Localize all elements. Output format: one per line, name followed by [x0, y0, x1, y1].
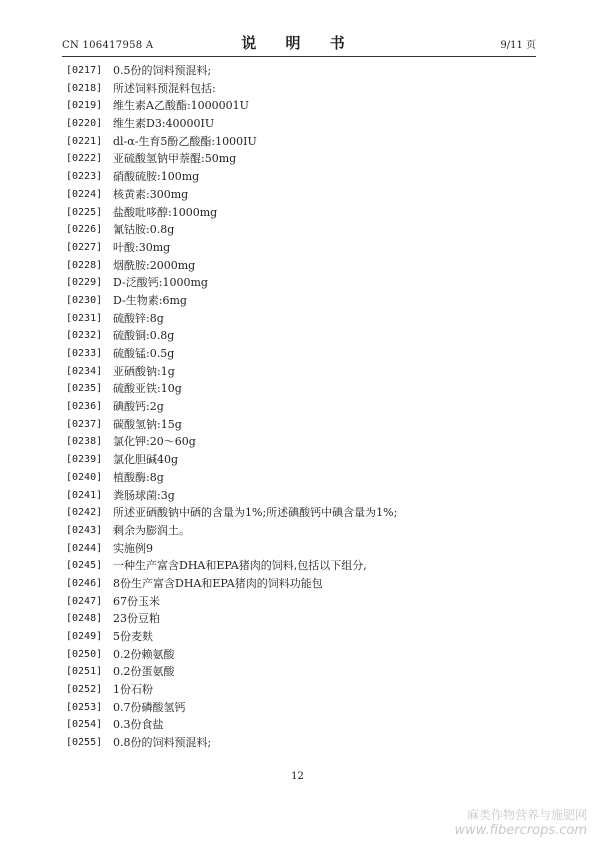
paragraph-number: [0219] — [66, 100, 103, 112]
paragraph-number: [0254] — [66, 719, 103, 731]
paragraph-text: 剩余为膨润土。 — [113, 523, 190, 537]
paragraph-list — [66, 62, 536, 752]
paragraph-number: [0234] — [66, 365, 103, 377]
paragraph-row — [66, 204, 536, 222]
paragraph-number: [0253] — [66, 701, 103, 713]
paragraph-text: 0.3份食盐 — [113, 718, 164, 732]
paragraph-number: [0246] — [66, 577, 103, 589]
paragraph-text: 硫酸锌:8g — [113, 311, 164, 325]
paragraph-row — [66, 133, 536, 151]
paragraph-row — [66, 239, 536, 257]
paragraph-row — [66, 699, 536, 717]
paragraph-row — [66, 168, 536, 186]
paragraph-number: [0250] — [66, 648, 103, 660]
paragraph-number: [0247] — [66, 595, 103, 607]
paragraph-number: [0245] — [66, 560, 103, 572]
paragraph-number: [0238] — [66, 436, 103, 448]
paragraph-text: 碳酸氢钠:15g — [113, 417, 182, 431]
paragraph-number: [0224] — [66, 188, 103, 200]
paragraph-row — [66, 504, 536, 522]
watermark-url: www.fibercrops.com — [454, 823, 587, 838]
paragraph-number: [0223] — [66, 171, 103, 183]
paragraph-number: [0235] — [66, 383, 103, 395]
paragraph-text: 0.2份赖氨酸 — [113, 647, 175, 661]
paragraph-row — [66, 292, 536, 310]
paragraph-row — [66, 469, 536, 487]
paragraph-text: 亚硫酸氢钠甲萘醌:50mg — [113, 152, 237, 166]
paragraph-row — [66, 327, 536, 345]
document-title: 说 明 书 — [241, 34, 357, 52]
paragraph-text: 5份麦麸 — [113, 630, 153, 643]
paragraph-number: [0241] — [66, 489, 103, 501]
paragraph-text: 0.5份的饲料预混料; — [113, 64, 212, 77]
paragraph-row — [66, 97, 536, 115]
paragraph-number: [0240] — [66, 471, 103, 483]
paragraph-number: [0228] — [66, 259, 103, 271]
paragraph-number: [0230] — [66, 294, 103, 306]
paragraph-row — [66, 522, 536, 540]
paragraph-text: 叶酸:30mg — [113, 240, 171, 254]
paragraph-row — [66, 257, 536, 275]
publication-number: CN 106417958 A — [62, 40, 154, 51]
watermark — [454, 808, 587, 839]
paragraph-row — [66, 310, 536, 328]
paragraph-row — [66, 416, 536, 434]
paragraph-number: [0222] — [66, 153, 103, 165]
header-divider — [62, 56, 536, 57]
paragraph-text: 一种生产富含DHA和EPA猪肉的饲料,包括以下组分, — [113, 559, 367, 573]
paragraph-row — [66, 575, 536, 593]
paragraph-text: 氯化胆碱40g — [113, 453, 179, 467]
paragraph-number: [0243] — [66, 524, 103, 536]
paragraph-row — [66, 380, 536, 398]
paragraph-text: 67份玉米 — [113, 594, 160, 608]
paragraph-number: [0232] — [66, 330, 103, 342]
paragraph-number: [0221] — [66, 135, 103, 147]
paragraph-text: D-生物素:6mg — [113, 293, 187, 307]
paragraph-row — [66, 557, 536, 575]
paragraph-number: [0242] — [66, 507, 103, 519]
paragraph-text: dl-α-生育5酚乙酸酯:1000IU — [113, 134, 257, 148]
paragraph-number: [0239] — [66, 454, 103, 466]
paragraph-number: [0244] — [66, 542, 103, 554]
paragraph-row — [66, 363, 536, 381]
paragraph-row — [66, 487, 536, 505]
paragraph-text: 硝酸硫胺:100mg — [113, 170, 200, 184]
paragraph-number: [0249] — [66, 631, 103, 642]
paragraph-number: [0231] — [66, 312, 103, 324]
paragraph-text: 8份生产富含DHA和EPA猪肉的饲料功能包 — [113, 576, 323, 590]
paragraph-row — [66, 80, 536, 98]
paragraph-number: [0252] — [66, 684, 103, 696]
paragraph-number: [0226] — [66, 224, 103, 236]
paragraph-row — [66, 610, 536, 628]
paragraph-text: 烟酰胺:2000mg — [113, 258, 196, 272]
watermark-text: 麻类作物营养与施肥网 — [466, 808, 587, 822]
paragraph-number: [0229] — [66, 277, 103, 289]
paragraph-text: 硫酸亚铁:10g — [113, 382, 182, 396]
paragraph-text: D-泛酸钙:1000mg — [113, 276, 208, 290]
paragraph-text: 23份豆粕 — [113, 612, 160, 626]
paragraph-text: 所述亚硒酸钠中硒的含量为1%;所述碘酸钙中碘含量为1%; — [113, 506, 398, 520]
paragraph-row — [66, 663, 536, 681]
paragraph-row — [66, 274, 536, 292]
paragraph-text: 维生素D3:40000IU — [113, 117, 215, 131]
paragraph-text: 粪肠球菌:3g — [113, 488, 175, 502]
paragraph-row — [66, 716, 536, 734]
page-number: 12 — [291, 771, 304, 782]
paragraph-number: [0237] — [66, 418, 103, 430]
paragraph-number: [0227] — [66, 241, 103, 253]
paragraph-row — [66, 221, 536, 239]
paragraph-text: 1份石粉 — [113, 683, 153, 697]
paragraph-row — [66, 150, 536, 168]
paragraph-text: 所述饲料预混料包括: — [113, 81, 216, 95]
paragraph-number: [0251] — [66, 666, 103, 678]
paragraph-text: 0.2份蛋氨酸 — [113, 665, 175, 679]
paragraph-row — [66, 734, 536, 752]
paragraph-text: 0.7份磷酸氢钙 — [113, 700, 186, 714]
paragraph-text: 硫酸铜:0.8g — [113, 329, 175, 343]
paragraph-row — [66, 115, 536, 133]
paragraph-number: [0233] — [66, 348, 103, 359]
paragraph-text: 氰钴胺:0.8g — [113, 223, 175, 237]
page-indicator: 9/11 页 — [500, 40, 536, 51]
paragraph-row — [66, 540, 536, 558]
page-header — [62, 33, 536, 55]
paragraph-text: 植酸酶:8g — [113, 470, 164, 484]
paragraph-text: 亚硒酸钠:1g — [113, 364, 175, 378]
paragraph-row — [66, 62, 536, 80]
paragraph-number: [0248] — [66, 613, 103, 625]
paragraph-number: [0225] — [66, 206, 103, 218]
paragraph-number: [0218] — [66, 82, 103, 94]
paragraph-text: 硫酸锰:0.5g — [113, 347, 175, 360]
paragraph-text: 实施例9 — [113, 541, 153, 555]
paragraph-row — [66, 628, 536, 646]
paragraph-number: [0236] — [66, 401, 103, 413]
paragraph-text: 核黄素:300mg — [113, 187, 189, 201]
paragraph-row — [66, 398, 536, 416]
paragraph-row — [66, 186, 536, 204]
paragraph-text: 碘酸钙:2g — [113, 400, 164, 414]
paragraph-number: [0255] — [66, 737, 103, 749]
paragraph-number: [0217] — [66, 65, 103, 76]
paragraph-text: 氯化钾:20～60g — [113, 435, 196, 449]
paragraph-text: 0.8份的饲料预混料; — [113, 736, 212, 750]
paragraph-row — [66, 345, 536, 363]
paragraph-text: 维生素A乙酸酯:1000001U — [113, 99, 249, 113]
paragraph-row — [66, 681, 536, 699]
paragraph-row — [66, 593, 536, 611]
paragraph-number: [0220] — [66, 118, 103, 130]
paragraph-row — [66, 433, 536, 451]
paragraph-text: 盐酸吡哆醇:1000mg — [113, 205, 218, 219]
paragraph-row — [66, 451, 536, 469]
paragraph-row — [66, 646, 536, 664]
